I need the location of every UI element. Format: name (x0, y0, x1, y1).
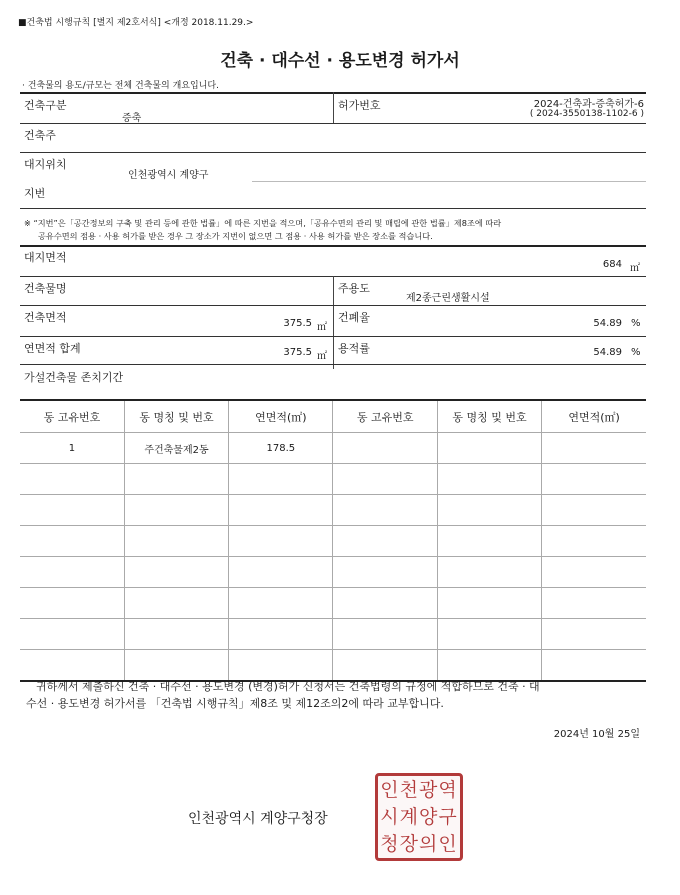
building-area-unit: ㎡ (317, 322, 327, 333)
official-seal: 인천광역 시계양구 청장의인 (375, 773, 463, 861)
table-cell (20, 650, 124, 682)
table-cell (542, 433, 646, 464)
table-cell (333, 588, 437, 619)
table-cell (20, 495, 124, 526)
statement-line2: 수선 · 용도변경 허가서를 「건축법 시행규칙」제8조 및 제12조의2에 따라 교부합니다. (26, 697, 444, 710)
building-area-value: 375.5 (283, 318, 312, 329)
floor-area-label: 연면적 합계 (24, 342, 81, 355)
col-unit-id-2: 동 고유번호 (333, 400, 437, 433)
table-cell (542, 495, 646, 526)
table-row (20, 650, 646, 682)
lot-no-label: 지번 (24, 187, 46, 200)
table-cell (333, 557, 437, 588)
section-border (20, 245, 646, 247)
table-cell (437, 650, 541, 682)
table-row (20, 588, 646, 619)
site-location-label: 대지위치 (24, 158, 67, 171)
divider (333, 92, 334, 123)
row-line (20, 208, 646, 209)
floor-area-unit: ㎡ (317, 351, 327, 362)
row-line (20, 152, 646, 153)
intro-note: · 건축물의 용도/규모는 전체 건축물의 개요입니다. (22, 81, 219, 91)
lot-note-line1: ※ “지번”은「공간정보의 구축 및 관리 등에 관한 법률」에 따른 지번을 적으며,「공유수면의 관리 및 매립에 관한 법률」제8조에 따라 (24, 218, 502, 228)
row-line (20, 336, 646, 337)
table-cell (229, 464, 333, 495)
site-location-value: 인천광역시 계양구 (128, 170, 209, 181)
site-area-unit: ㎡ (630, 263, 640, 274)
row-line (252, 181, 646, 182)
table-cell (542, 557, 646, 588)
temp-period-label: 가설건축물 존치기간 (24, 371, 124, 384)
table-cell (333, 619, 437, 650)
table-cell (124, 495, 228, 526)
col-unit-name: 동 명칭 및 번호 (124, 400, 228, 433)
table-cell: 1 (20, 433, 124, 464)
row-line (20, 123, 646, 124)
table-cell (437, 464, 541, 495)
table-row (20, 495, 646, 526)
table-cell (124, 557, 228, 588)
table-cell (542, 619, 646, 650)
permit-no-value: 2024-건축과-증축허가-6 (533, 99, 644, 110)
main-use-label: 주용도 (338, 282, 370, 295)
table-cell (333, 464, 437, 495)
permit-code: ( 2024-3550138-1102-6 ) (529, 109, 644, 119)
coverage-value: 54.89 (593, 318, 622, 329)
far-unit: % (631, 347, 641, 358)
table-cell (229, 588, 333, 619)
coverage-unit: % (631, 318, 641, 329)
table-cell (437, 526, 541, 557)
table-row (20, 433, 646, 464)
statement-line1: 귀하께서 제출하신 건축 · 대수선 · 용도변경 (변경)허가 신청서는 건축법령의 규정에 적합하므로 건축 · 대 (36, 680, 540, 693)
site-area-value: 684 (602, 259, 622, 270)
col-unit-name-2: 동 명칭 및 번호 (437, 400, 541, 433)
table-cell (437, 557, 541, 588)
col-floor-area-2: 연면적(㎡) (542, 400, 646, 433)
table-cell (229, 557, 333, 588)
row-line (20, 305, 646, 306)
table-cell (229, 619, 333, 650)
table-header-row (20, 400, 646, 433)
table-cell: 178.5 (229, 433, 333, 464)
regulation-note: ■건축법 시행규칙 [별지 제2호서식] <개정 2018.11.29.> (18, 18, 254, 28)
table-cell (333, 495, 437, 526)
table-cell (124, 588, 228, 619)
table-cell (229, 650, 333, 682)
table-cell (124, 526, 228, 557)
build-type-label: 건축구분 (24, 99, 67, 112)
col-floor-area: 연면적(㎡) (229, 400, 333, 433)
page-title: 건축 · 대수선 · 용도변경 허가서 (220, 51, 460, 71)
col-unit-id: 동 고유번호 (20, 400, 124, 433)
row-line (20, 364, 646, 365)
table-cell (20, 619, 124, 650)
table-cell (542, 588, 646, 619)
far-value: 54.89 (593, 347, 622, 358)
table-cell (20, 464, 124, 495)
building-area-label: 건축면적 (24, 311, 67, 324)
table-row (20, 464, 646, 495)
floor-area-value: 375.5 (283, 347, 312, 358)
site-area-label: 대지면적 (24, 251, 67, 264)
lot-note-line2: 공유수면의 점용 · 사용 허가를 받은 경우 그 장소가 지번이 없으면 그 점용 · 사용 허가를 받은 장소를 적습니다. (38, 231, 433, 241)
table-cell (333, 526, 437, 557)
table-cell (437, 433, 541, 464)
table-cell (333, 433, 437, 464)
table-row (20, 557, 646, 588)
main-use-value: 제2종근린생활시설 (406, 293, 490, 304)
table-cell (542, 650, 646, 682)
table-cell (542, 464, 646, 495)
table-cell (20, 557, 124, 588)
table-cell (437, 495, 541, 526)
table-cell (20, 526, 124, 557)
building-name-label: 건축물명 (24, 282, 67, 295)
table-cell (333, 650, 437, 682)
table-cell (229, 495, 333, 526)
table-cell (124, 650, 228, 682)
table-cell (437, 588, 541, 619)
table-cell (437, 619, 541, 650)
build-type-value: 증축 (122, 113, 142, 124)
owner-label: 건축주 (24, 129, 56, 142)
far-label: 용적률 (338, 342, 370, 355)
building-units-table (20, 399, 646, 682)
table-row (20, 619, 646, 650)
issue-date: 2024년 10월 25일 (553, 729, 640, 740)
table-cell: 주건축물제2동 (124, 433, 228, 464)
table-cell (229, 526, 333, 557)
table-cell (124, 464, 228, 495)
table-cell (124, 619, 228, 650)
table-cell (20, 588, 124, 619)
coverage-label: 건폐율 (338, 311, 370, 324)
permit-no-label: 허가번호 (338, 99, 381, 112)
divider (333, 276, 334, 369)
table-cell (542, 526, 646, 557)
table-row (20, 526, 646, 557)
issuer-name: 인천광역시 계양구청장 (188, 811, 328, 827)
